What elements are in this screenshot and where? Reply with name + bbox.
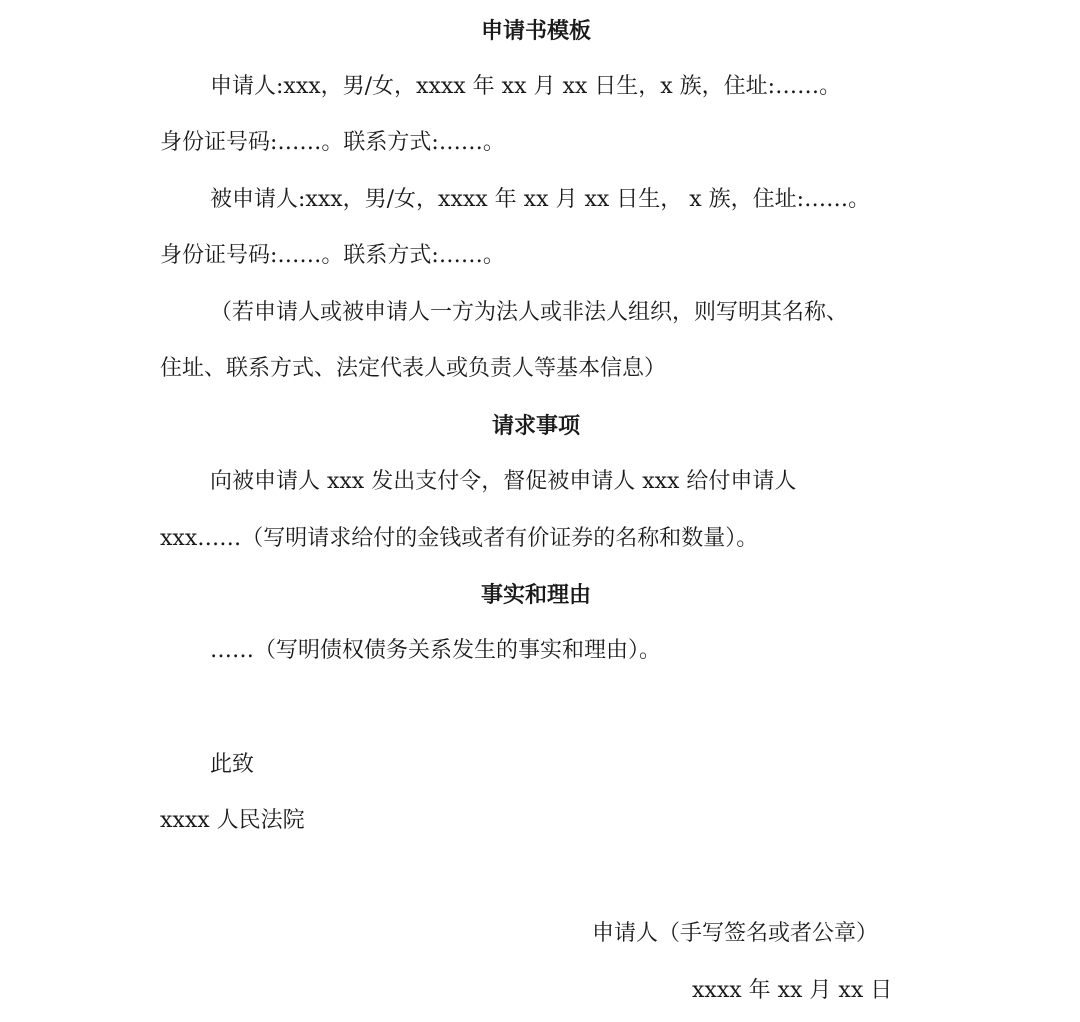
applicant-line-2: 身份证号码:……。联系方式:……。 [160, 130, 505, 155]
signature-line: 申请人（手写签名或者公章） [592, 921, 879, 946]
respondent-line-2: 身份证号码:……。联系方式:……。 [160, 243, 505, 268]
document-title: 申请书模板 [480, 18, 591, 44]
respondent-line-1: 被申请人:xxx，男/女，xxxx 年 xx 月 xx 日生， x 族，住址:……。 [210, 187, 871, 212]
requests-line-1: 向被申请人 xxx 发出支付令，督促被申请人 xxx 给付申请人 [210, 469, 797, 494]
note-line-2: 住址、联系方式、法定代表人或负责人等基本信息） [160, 356, 667, 381]
facts-line-1: ……（写明债权债务关系发生的事实和理由）。 [210, 638, 662, 663]
date-line: xxxx 年 xx 月 xx 日 [692, 978, 893, 1003]
note-line-1: （若申请人或被申请人一方为法人或非法人组织，则写明其名称、 [210, 300, 849, 325]
applicant-line-1: 申请人:xxx，男/女，xxxx 年 xx 月 xx 日生，x 族，住址:……。 [210, 74, 842, 99]
facts-heading: 事实和理由 [480, 582, 591, 608]
court-name: xxxx 人民法院 [160, 808, 305, 833]
salutation: 此致 [210, 752, 255, 777]
requests-line-2: xxx……（写明请求给付的金钱或者有价证券的名称和数量）。 [160, 526, 759, 551]
requests-heading: 请求事项 [491, 413, 580, 439]
